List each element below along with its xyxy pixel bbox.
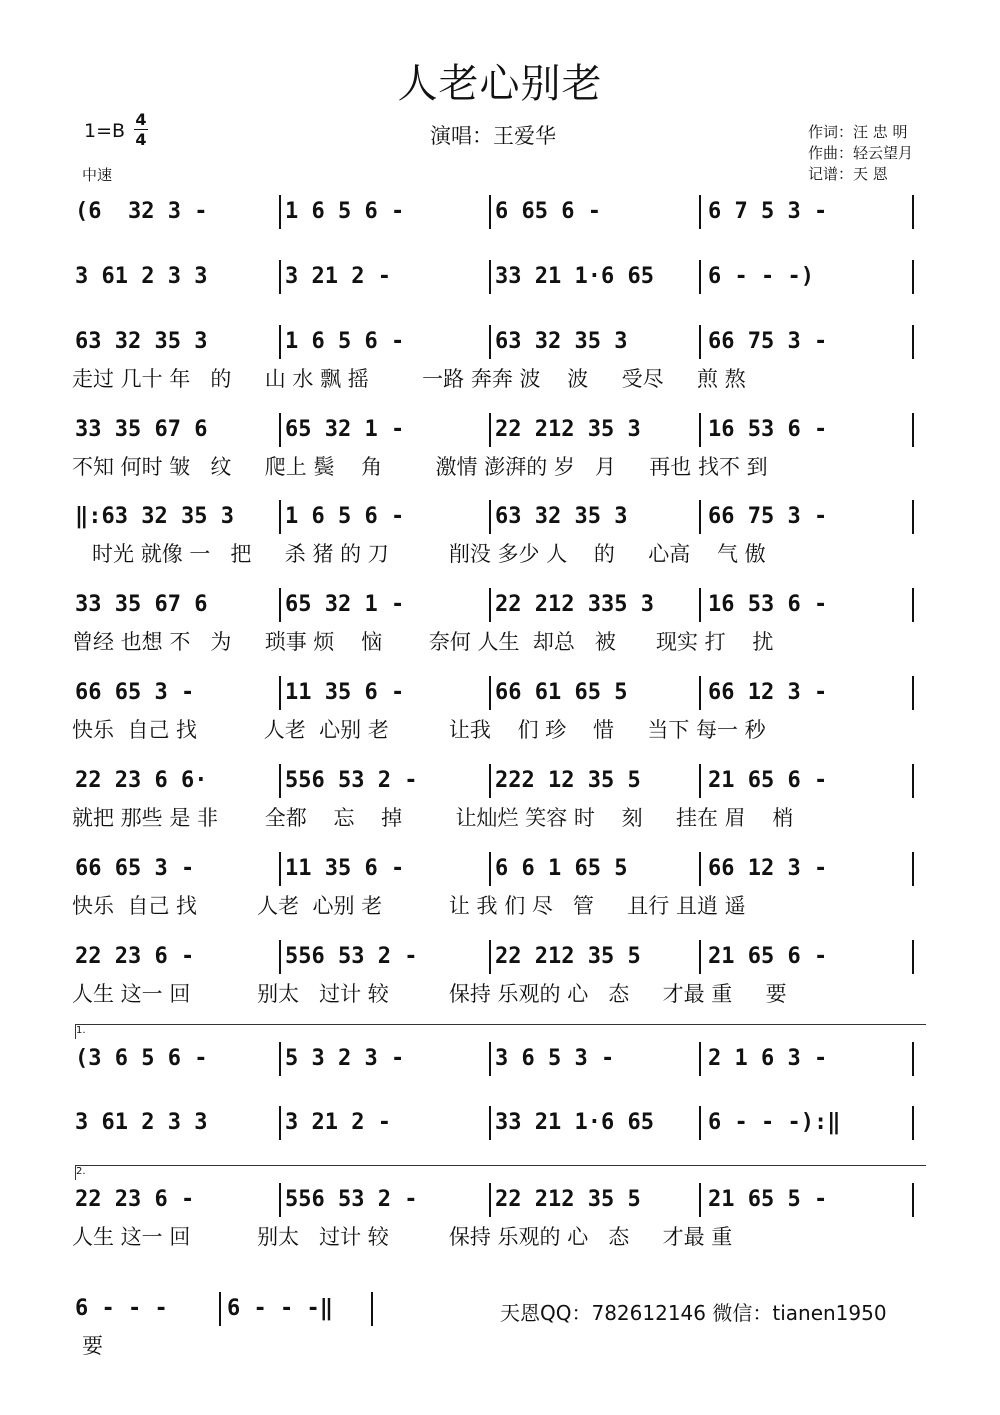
measure: 63 32 35 3 <box>495 329 628 354</box>
measure: 3 61 2 3 3 <box>75 264 208 289</box>
measure: 63 32 35 3 <box>75 329 208 354</box>
bar-line <box>912 676 914 710</box>
measure: 22 23 6 - <box>75 1187 195 1212</box>
measure: 66 75 3 - <box>708 329 828 354</box>
bar-line <box>279 852 281 886</box>
bar-line <box>912 1183 914 1217</box>
contact-info: 天恩QQ：782612146 微信：tianen1950 <box>500 1301 887 1325</box>
tempo-marking: 中速 <box>82 166 113 184</box>
volta-bracket: 1. <box>75 1024 926 1039</box>
bar-line <box>699 1183 701 1217</box>
measure: ‖:63 32 35 3 <box>75 504 234 529</box>
lyric-line: 不知 何时 皱 纹 爬上 鬓 角 激情 澎湃的 岁 月 再也 找不 到 <box>72 455 768 479</box>
lyric-line: 快乐 自己 找 人老 心别 老 让 我 们 尽 管 且行 且逍 遥 <box>72 894 746 918</box>
measure: 6 7 5 3 - <box>708 199 828 224</box>
measure: 22 212 35 3 <box>495 417 641 442</box>
measure: 66 65 3 - <box>75 856 195 881</box>
singer-credit: 演唱：王爱华 <box>430 124 556 148</box>
measure: 556 53 2 - <box>285 944 418 969</box>
measure: 21 65 5 - <box>708 1187 828 1212</box>
lyric-line: 要 <box>82 1334 103 1358</box>
bar-line <box>279 940 281 974</box>
bar-line <box>912 500 914 534</box>
measure: 22 23 6 6· <box>75 768 208 793</box>
measure: 3 21 2 - <box>285 264 391 289</box>
bar-line <box>279 1183 281 1217</box>
measure: 65 32 1 - <box>285 592 405 617</box>
bar-line <box>912 1106 914 1140</box>
bar-line <box>699 325 701 359</box>
bar-line <box>912 852 914 886</box>
measure: 3 61 2 3 3 <box>75 1110 208 1135</box>
measure: 33 35 67 6 <box>75 417 208 442</box>
time-signature-bottom: 4 <box>135 130 147 149</box>
measure: 2 1 6 3 - <box>708 1046 828 1071</box>
bar-line <box>489 325 491 359</box>
measure: 22 23 6 - <box>75 944 195 969</box>
bar-line <box>699 588 701 622</box>
bar-line <box>279 413 281 447</box>
bar-line <box>489 852 491 886</box>
volta-bracket: 2. <box>75 1165 926 1180</box>
measure: 6 - - -):‖ <box>708 1110 841 1135</box>
score-line <box>75 1106 925 1140</box>
lyric-line: 人生 这一 回 别太 过计 较 保持 乐观的 心 态 才最 重 要 <box>72 982 787 1006</box>
bar-line <box>912 260 914 294</box>
measure: 22 212 335 3 <box>495 592 654 617</box>
bar-line <box>279 500 281 534</box>
song-title: 人老心别老 <box>397 61 603 107</box>
score-line <box>75 325 925 359</box>
measure: 63 32 35 3 <box>495 504 628 529</box>
transcriber-credit: 记谱：天 恩 <box>808 165 888 183</box>
measure: 222 12 35 5 <box>495 768 641 793</box>
score-line <box>75 940 925 974</box>
measure: 1 6 5 6 - <box>285 199 405 224</box>
bar-line <box>912 195 914 229</box>
bar-line <box>219 1292 221 1326</box>
measure: 66 12 3 - <box>708 680 828 705</box>
measure: 22 212 35 5 <box>495 1187 641 1212</box>
lyric-line: 就把 那些 是 非 全都 忘 掉 让灿烂 笑容 时 刻 挂在 眉 梢 <box>72 806 794 830</box>
lyric-line: 时光 就像 一 把 杀 猪 的 刀 削没 多少 人 的 心高 气 傲 <box>72 542 766 566</box>
lyric-line: 曾经 也想 不 为 琐事 烦 恼 奈何 人生 却总 被 现实 打 扰 <box>72 630 774 654</box>
bar-line <box>699 500 701 534</box>
bar-line <box>699 676 701 710</box>
measure: 3 6 5 3 - <box>495 1046 615 1071</box>
bar-line <box>699 764 701 798</box>
score-line <box>75 500 925 534</box>
measure: 6 - - -‖ <box>227 1296 333 1321</box>
measure: 1 6 5 6 - <box>285 504 405 529</box>
score-line <box>75 764 925 798</box>
measure: 6 6 1 65 5 <box>495 856 628 881</box>
score-line <box>75 676 925 710</box>
measure: 16 53 6 - <box>708 417 828 442</box>
time-signature-top: 4 <box>135 110 147 129</box>
bar-line <box>489 1183 491 1217</box>
time-signature <box>134 110 148 149</box>
measure: 6 - - - <box>75 1296 168 1321</box>
bar-line <box>699 413 701 447</box>
score-line <box>75 413 925 447</box>
bar-line <box>279 764 281 798</box>
bar-line <box>699 260 701 294</box>
bar-line <box>279 325 281 359</box>
bar-line <box>699 852 701 886</box>
lyricist-credit: 作词：汪 忠 明 <box>808 123 908 141</box>
measure: 66 61 65 5 <box>495 680 628 705</box>
measure: 556 53 2 - <box>285 1187 418 1212</box>
measure: 33 21 1·6 65 <box>495 1110 654 1135</box>
bar-line <box>912 588 914 622</box>
measure: 1 6 5 6 - <box>285 329 405 354</box>
measure: 11 35 6 - <box>285 856 405 881</box>
score-line <box>75 195 925 229</box>
bar-line <box>489 500 491 534</box>
bar-line <box>489 260 491 294</box>
key-signature: 1=B <box>84 120 126 142</box>
bar-line <box>912 413 914 447</box>
bar-line <box>489 940 491 974</box>
measure: 22 212 35 5 <box>495 944 641 969</box>
bar-line <box>279 1042 281 1076</box>
measure: 6 - - -) <box>708 264 814 289</box>
measure: 16 53 6 - <box>708 592 828 617</box>
measure: 11 35 6 - <box>285 680 405 705</box>
measure: 556 53 2 - <box>285 768 418 793</box>
bar-line <box>279 195 281 229</box>
measure: 66 12 3 - <box>708 856 828 881</box>
composer-credit: 作曲：轻云望月 <box>808 144 914 162</box>
bar-line <box>489 676 491 710</box>
bar-line <box>699 1042 701 1076</box>
bar-line <box>699 940 701 974</box>
score-line <box>75 260 925 294</box>
measure: 6 65 6 - <box>495 199 601 224</box>
credits-block <box>808 122 913 185</box>
lyric-line: 快乐 自己 找 人老 心别 老 让我 们 珍 惜 当下 每一 秒 <box>72 718 766 742</box>
bar-line <box>912 940 914 974</box>
measure: 33 35 67 6 <box>75 592 208 617</box>
measure: 33 21 1·6 65 <box>495 264 654 289</box>
measure: 21 65 6 - <box>708 944 828 969</box>
score-line <box>75 588 925 622</box>
bar-line <box>699 1106 701 1140</box>
measure: 65 32 1 - <box>285 417 405 442</box>
measure: 5 3 2 3 - <box>285 1046 405 1071</box>
measure: 3 21 2 - <box>285 1110 391 1135</box>
bar-line <box>912 1042 914 1076</box>
bar-line <box>489 413 491 447</box>
measure: 66 75 3 - <box>708 504 828 529</box>
bar-line <box>489 588 491 622</box>
score-line <box>75 1292 380 1326</box>
score-line <box>75 1042 925 1076</box>
bar-line <box>279 676 281 710</box>
bar-line <box>699 195 701 229</box>
bar-line <box>489 195 491 229</box>
lyric-line: 走过 几十 年 的 山 水 飘 摇 一路 奔奔 波 波 受尽 煎 熬 <box>72 367 746 391</box>
bar-line <box>489 1042 491 1076</box>
bar-line <box>912 325 914 359</box>
score-line <box>75 1183 925 1217</box>
bar-line <box>489 764 491 798</box>
bar-line <box>279 260 281 294</box>
bar-line <box>489 1106 491 1140</box>
bar-line <box>371 1292 373 1326</box>
bar-line <box>912 764 914 798</box>
measure: (3 6 5 6 - <box>75 1046 208 1071</box>
measure: 21 65 6 - <box>708 768 828 793</box>
measure: 66 65 3 - <box>75 680 195 705</box>
bar-line <box>279 588 281 622</box>
measure: (6 32 3 - <box>75 199 208 224</box>
score-line <box>75 852 925 886</box>
lyric-line: 人生 这一 回 别太 过计 较 保持 乐观的 心 态 才最 重 <box>72 1225 733 1249</box>
bar-line <box>279 1106 281 1140</box>
